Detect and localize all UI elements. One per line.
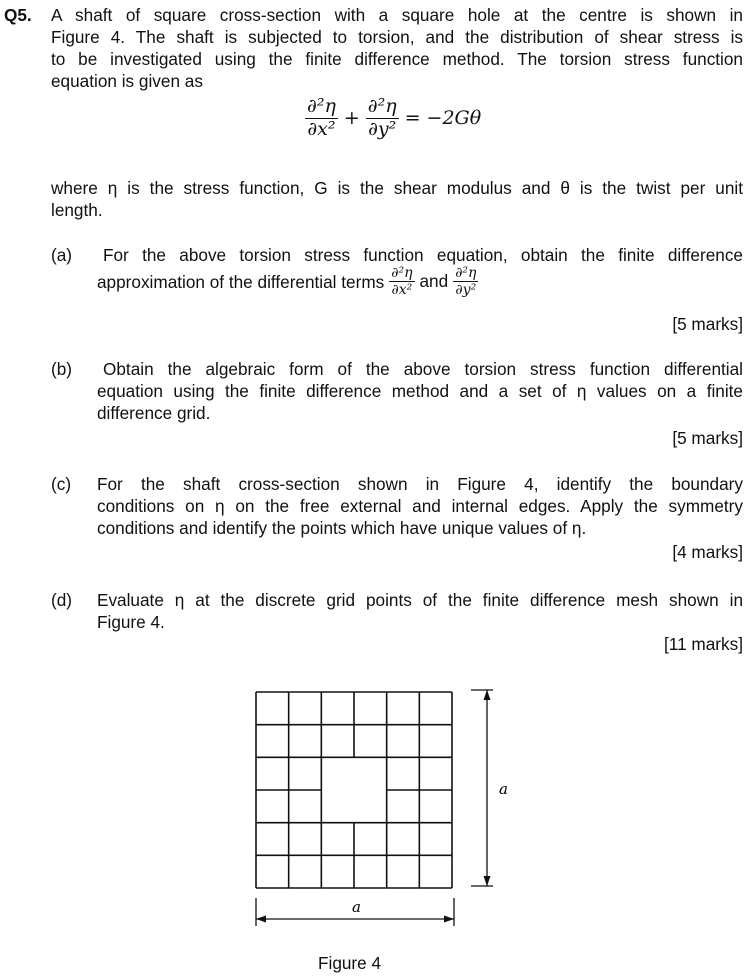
dim-label-horizontal: a <box>352 898 361 916</box>
part-a-frac1-num: ∂²η <box>391 265 413 281</box>
part-a-and: and <box>419 271 449 292</box>
part-a-label: (a) <box>51 245 73 265</box>
part-c-label: (c) <box>51 474 72 494</box>
part-c-line-1: For the shaft cross-section shown in Figure 4, identify the boundary <box>97 474 743 494</box>
intro-line-1: A shaft of square cross-section with a square hole at the centre is shown in <box>51 5 743 25</box>
part-b-line-3: difference grid. <box>97 403 211 423</box>
figure-caption: Figure 4 <box>318 953 382 973</box>
vertical-dimension <box>471 690 493 886</box>
part-a-frac1-den: ∂x² <box>391 282 413 299</box>
part-b-line-2: equation using the finite difference method and a set of η values on a finite <box>97 381 743 401</box>
part-c-line-2: conditions on η on the free external and internal edges. Apply the symmetry <box>97 496 743 516</box>
part-a-line-2-text: approximation of the differential terms <box>97 271 385 292</box>
dim-arrow-right <box>444 916 454 923</box>
part-d-line-2: Figure 4. <box>97 612 165 632</box>
eq-den-1: ∂x² <box>307 117 336 140</box>
dim-arrow-left <box>256 916 266 923</box>
part-a-line-1: For the above torsion stress function equation, obtain the finite difference <box>103 245 743 265</box>
part-a-frac2-den: ∂y² <box>455 282 477 299</box>
eq-den-2: ∂y² <box>368 117 397 140</box>
eq-num-1: ∂²η <box>307 95 336 117</box>
intro-line-2: Figure 4. The shaft is subjected to torsion, and the distribution of shear stress is <box>51 27 743 47</box>
part-d-marks: [11 marks] <box>664 634 743 654</box>
intro-line-4: equation is given as <box>51 71 203 91</box>
part-b-line-1: Obtain the algebraic form of the above torsion stress function differential <box>103 359 743 379</box>
eq-num-2: ∂²η <box>367 95 397 117</box>
part-b-label: (b) <box>51 359 73 379</box>
dim-label-vertical: a <box>499 780 508 798</box>
part-c-marks: [4 marks] <box>672 542 743 562</box>
part-d-label: (d) <box>51 590 73 610</box>
part-b-marks: [5 marks] <box>672 428 743 448</box>
where-line-2: length. <box>51 200 103 220</box>
question-number: Q5. <box>4 5 32 25</box>
fd-grid <box>256 692 452 888</box>
part-a-marks: [5 marks] <box>672 314 743 334</box>
dim-arrow-down <box>484 876 491 886</box>
part-a-frac2-num: ∂²η <box>455 265 477 281</box>
part-d-line-1: Evaluate η at the discrete grid points of the finite difference mesh shown in <box>97 590 743 610</box>
intro-line-3: to be investigated using the finite difference method. The torsion stress function <box>51 49 743 69</box>
eq-rhs: = −2Gθ <box>404 107 482 130</box>
eq-plus: + <box>343 107 360 130</box>
dim-arrow-up <box>484 690 491 700</box>
part-c-line-3: conditions and identify the points which have unique values of η. <box>97 518 587 538</box>
where-line-1: where η is the stress function, G is the shear modulus and θ is the twist per unit <box>51 178 743 198</box>
